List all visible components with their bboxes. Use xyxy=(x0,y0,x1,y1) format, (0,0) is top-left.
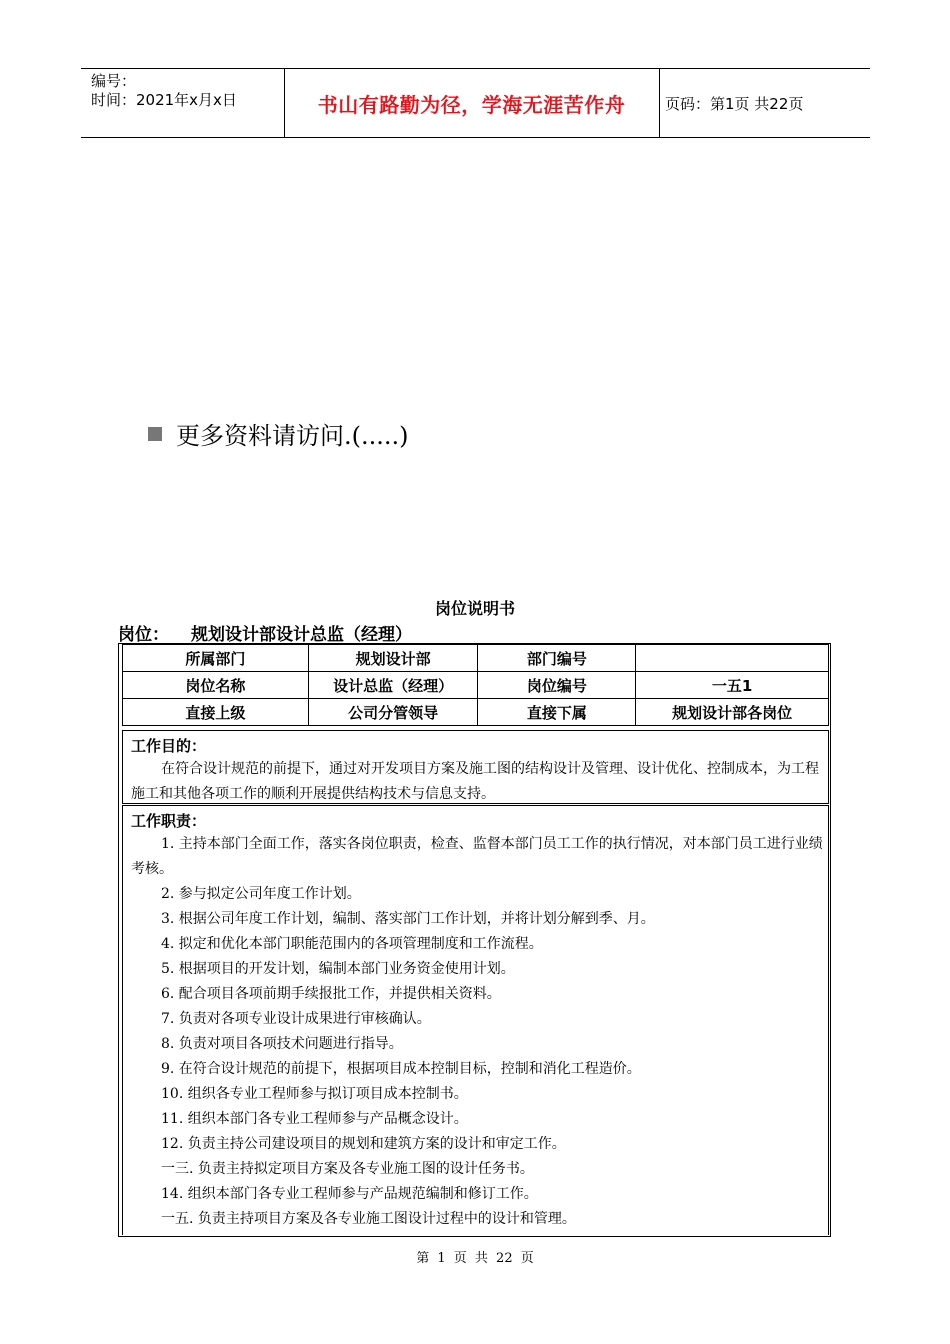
table-cell: 所属部门 xyxy=(123,645,309,672)
duty-item: 4. 拟定和优化本部门职能范围内的各项管理制度和工作流程。 xyxy=(161,936,543,952)
post-label: 岗位： xyxy=(118,625,169,645)
header-motto: 书山有路勤为径，学海无涯苦作舟 xyxy=(317,92,626,117)
duty-item: 10. 组织各专业工程师参与拟订项目成本控制书。 xyxy=(161,1086,468,1102)
duty-item: 14. 组织本部门各专业工程师参与产品规范编制和修订工作。 xyxy=(161,1186,538,1202)
table-cell xyxy=(636,645,829,672)
table-cell: 公司分管领导 xyxy=(308,699,478,726)
document-title: 岗位说明书 xyxy=(434,599,515,618)
table-cell: 岗位名称 xyxy=(123,672,309,699)
header-divider xyxy=(659,69,660,137)
header-meta xyxy=(91,72,237,110)
duty-item: 1. 主持本部门全面工作，落实各岗位职责，检查、监督本部门员工工作的执行情况，对本部门员工进行业绩考核。 xyxy=(131,836,823,877)
purpose-label: 工作目的： xyxy=(131,737,207,755)
job-description-frame xyxy=(118,643,831,1237)
duty-item: 3. 根据公司年度工作计划，编制、落实部门工作计划，并将计划分解到季、月。 xyxy=(161,911,655,927)
duty-item: 11. 组织本部门各专业工程师参与产品概念设计。 xyxy=(161,1111,468,1127)
table-row xyxy=(123,645,829,672)
purpose-text: 在符合设计规范的前提下，通过对开发项目方案及施工图的结构设计及管理、设计优化、控制成本，为工程施工和其他各项工作的顺利开展提供结构技术与信息支持。 xyxy=(131,761,819,802)
duty-item: 6. 配合项目各项前期手续报批工作，并提供相关资料。 xyxy=(161,986,501,1002)
duty-item: 7. 负责对各项专业设计成果进行审核确认。 xyxy=(161,1011,431,1027)
duty-item: 9. 在符合设计规范的前提下，根据项目成本控制目标，控制和消化工程造价。 xyxy=(161,1061,641,1077)
table-cell: 部门编号 xyxy=(478,645,636,672)
table-cell: 规划设计部各岗位 xyxy=(636,699,829,726)
purpose-section xyxy=(122,730,829,804)
page-footer: 第 1 页 共 22 页 xyxy=(416,1251,534,1266)
header-page-label: 页码：第1页 共22页 xyxy=(665,95,804,113)
number-label: 编号： xyxy=(91,72,137,90)
duty-item: 一三. 负责主持拟定项目方案及各专业施工图的设计任务书。 xyxy=(161,1161,534,1177)
time-label: 时间：2021年x月x日 xyxy=(91,91,237,109)
table-row xyxy=(123,672,829,699)
post-line xyxy=(118,620,412,645)
info-table xyxy=(122,644,829,726)
more-info-line xyxy=(148,416,409,451)
more-info-text: 更多资料请访问.(.....) xyxy=(176,422,409,450)
duty-item: 一五. 负责主持项目方案及各专业施工图设计过程中的设计和管理。 xyxy=(161,1211,576,1227)
table-cell: 规划设计部 xyxy=(308,645,478,672)
table-cell: 设计总监（经理） xyxy=(308,672,478,699)
table-cell: 一五1 xyxy=(636,672,829,699)
duty-item: 8. 负责对项目各项技术问题进行指导。 xyxy=(161,1036,403,1052)
page-header xyxy=(81,68,870,138)
square-bullet-icon xyxy=(148,427,162,441)
duty-item: 12. 负责主持公司建设项目的规划和建筑方案的设计和审定工作。 xyxy=(161,1136,566,1152)
post-value: 规划设计部设计总监（经理） xyxy=(191,625,412,645)
duties-label: 工作职责： xyxy=(131,812,207,830)
table-cell: 岗位编号 xyxy=(478,672,636,699)
duty-item: 2. 参与拟定公司年度工作计划。 xyxy=(161,886,361,902)
duty-item: 5. 根据项目的开发计划，编制本部门业务资金使用计划。 xyxy=(161,961,515,977)
table-cell: 直接下属 xyxy=(478,699,636,726)
table-row xyxy=(123,699,829,726)
duties-section xyxy=(122,805,829,1235)
table-cell: 直接上级 xyxy=(123,699,309,726)
